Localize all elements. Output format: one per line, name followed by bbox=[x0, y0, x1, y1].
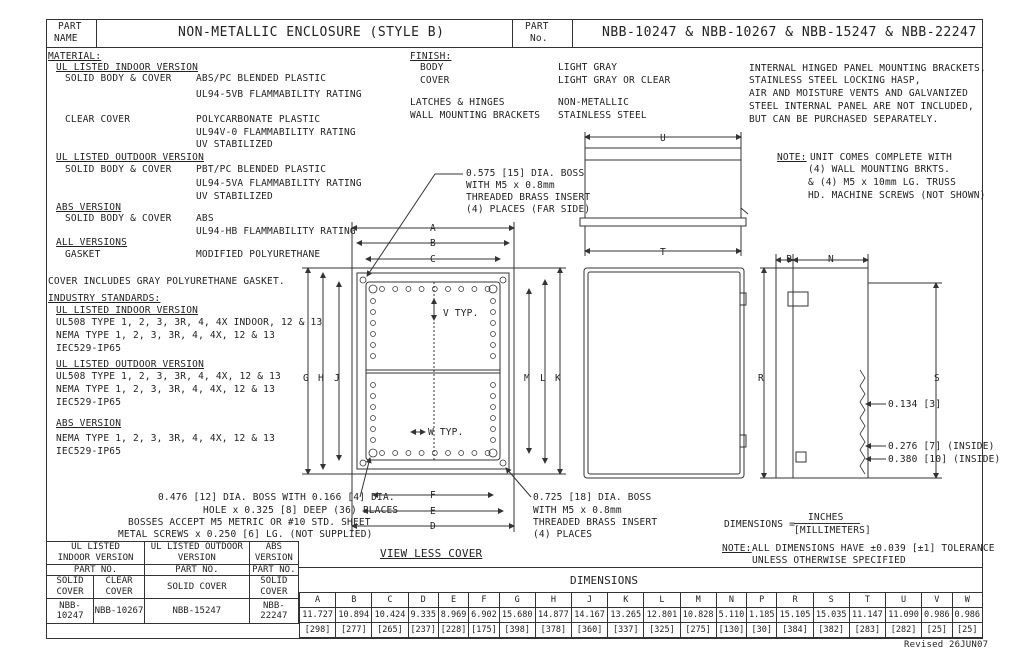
tolerance-note-2: UNLESS OTHERWISE SPECIFIED bbox=[752, 555, 906, 566]
material-indoor-rating: UL94-5VB FLAMMABILITY RATING bbox=[196, 89, 362, 100]
material-outdoor-value: PBT/PC BLENDED PLASTIC bbox=[196, 164, 327, 175]
standards-indoor-line-2: NEMA TYPE 1, 2, 3, 3R, 4, 4X, 12 & 13 bbox=[56, 330, 276, 341]
dim-letter-d: D bbox=[430, 521, 436, 532]
standards-abs-line-1: NEMA TYPE 1, 2, 3, 3R, 4, 4X, 12 & 13 bbox=[56, 433, 276, 444]
dim-letter-s: S bbox=[934, 373, 940, 384]
dim-letter-c: C bbox=[430, 254, 436, 265]
side-dim-0380: 0.380 [10] (INSIDE) bbox=[888, 454, 1001, 465]
versions-value-1: NBB-10247 bbox=[47, 599, 94, 624]
header-sep-3 bbox=[572, 19, 573, 47]
dim-letters-a: A bbox=[300, 593, 336, 608]
dim-mm-a: [298] bbox=[300, 623, 336, 638]
standards-outdoor-line-1: UL508 TYPE 1, 2, 3, 3R, 4, 4X, 12 & 13 bbox=[56, 371, 281, 382]
dim-inches-m: 10.828 bbox=[680, 608, 716, 623]
standards-outdoor-line-3: IEC529-IP65 bbox=[56, 397, 122, 408]
dim-inches-w: 0.986 bbox=[952, 608, 983, 623]
versions-header-indoor: UL LISTED INDOOR VERSION bbox=[47, 542, 145, 565]
boss-large-callout-2: WITH M5 x 0.8mm bbox=[533, 505, 622, 516]
dim-letter-g: G bbox=[303, 373, 309, 384]
dim-letter-b: B bbox=[430, 238, 436, 249]
dim-letter-t: T bbox=[660, 247, 666, 258]
standards-outdoor-heading: UL LISTED OUTDOOR VERSION bbox=[56, 359, 204, 370]
standards-abs-line-2: IEC529-IP65 bbox=[56, 446, 122, 457]
material-outdoor-label: SOLID BODY & COVER bbox=[65, 164, 172, 175]
finish-brackets-value: STAINLESS STEEL bbox=[558, 110, 647, 121]
dim-inches-s: 15.035 bbox=[813, 608, 849, 623]
dim-inches-e: 8.969 bbox=[438, 608, 468, 623]
revision-stamp: Revised 26JUN07 bbox=[904, 640, 989, 650]
dim-letters-c: C bbox=[372, 593, 408, 608]
dim-mm-e: [228] bbox=[438, 623, 468, 638]
finish-body-label: BODY bbox=[420, 62, 444, 73]
versions-value-4: NBB-22247 bbox=[249, 599, 298, 624]
dim-inches-b: 10.894 bbox=[336, 608, 372, 623]
w-typ-label: W TYP. bbox=[428, 427, 464, 438]
standards-indoor-line-3: IEC529-IP65 bbox=[56, 343, 122, 354]
material-gasket-label: GASKET bbox=[65, 249, 101, 260]
boss-large-callout-3: THREADED BRASS INSERT bbox=[533, 517, 658, 528]
material-indoor-value: ABS/PC BLENDED PLASTIC bbox=[196, 73, 327, 84]
dim-letters-d: D bbox=[408, 593, 438, 608]
dim-letters-w: W bbox=[952, 593, 983, 608]
material-clear-label: CLEAR COVER bbox=[65, 114, 131, 125]
dim-mm-t: [283] bbox=[849, 623, 885, 638]
versions-part-no-abs: PART NO. bbox=[249, 565, 298, 576]
versions-sub-3: SOLID COVER bbox=[145, 576, 250, 599]
dim-mm-m: [275] bbox=[680, 623, 716, 638]
dim-inches-j: 14.167 bbox=[571, 608, 607, 623]
standards-abs-heading: ABS VERSION bbox=[56, 418, 122, 429]
dim-mm-n: [130] bbox=[716, 623, 746, 638]
dim-mm-g: [398] bbox=[499, 623, 535, 638]
dim-letters-v: V bbox=[922, 593, 952, 608]
material-indoor-label: SOLID BODY & COVER bbox=[65, 73, 172, 84]
boss-top-callout-3: THREADED BRASS INSERT bbox=[466, 192, 591, 203]
standards-heading: INDUSTRY STANDARDS: bbox=[48, 293, 161, 304]
finish-heading: FINISH: bbox=[410, 51, 452, 62]
dim-mm-h: [378] bbox=[535, 623, 571, 638]
complete-note-4: HD. MACHINE SCREWS (NOT SHOWN) bbox=[808, 190, 986, 201]
material-indoor-heading: UL LISTED INDOOR VERSION bbox=[56, 62, 199, 73]
dim-letters-g: G bbox=[499, 593, 535, 608]
dim-inches-f: 6.902 bbox=[469, 608, 499, 623]
dim-letters-j: J bbox=[571, 593, 607, 608]
tolerance-note-1: ALL DIMENSIONS HAVE ±0.039 [±1] TOLERANCE bbox=[752, 543, 995, 554]
dim-letter-k: K bbox=[555, 373, 561, 384]
header-sep-2 bbox=[512, 19, 513, 47]
dim-mm-d: [237] bbox=[408, 623, 438, 638]
material-abs-rating: UL94-HB FLAMMABILITY RATING bbox=[196, 226, 356, 237]
dim-letter-f: F bbox=[430, 490, 436, 501]
accessory-note-4: STEEL INTERNAL PANEL ARE NOT INCLUDED, bbox=[749, 101, 974, 112]
dim-letter-n: N bbox=[828, 254, 834, 265]
v-typ-label: V TYP. bbox=[443, 308, 479, 319]
material-all-heading: ALL VERSIONS bbox=[56, 237, 128, 248]
accessory-note-3: AIR AND MOISTURE VENTS AND GALVANIZED bbox=[749, 88, 969, 99]
dim-inches-p: 1.185 bbox=[747, 608, 777, 623]
dimensions-units-mm: [MILLIMETERS] bbox=[794, 525, 871, 536]
versions-value-3: NBB-15247 bbox=[145, 599, 250, 624]
dim-inches-n: 5.110 bbox=[716, 608, 746, 623]
standards-indoor-line-1: UL508 TYPE 1, 2, 3, 3R, 4, 4X INDOOR, 12 & 13 bbox=[56, 317, 323, 328]
dim-letters-r: R bbox=[777, 593, 813, 608]
standards-indoor-heading: UL LISTED INDOOR VERSION bbox=[56, 305, 199, 316]
versions-header-outdoor: UL LISTED OUTDOOR VERSION bbox=[145, 542, 250, 565]
dim-letters-u: U bbox=[885, 593, 921, 608]
dim-letters-n: N bbox=[716, 593, 746, 608]
complete-note-2: (4) WALL MOUNTING BRKTS. bbox=[808, 164, 951, 175]
dim-mm-r: [384] bbox=[777, 623, 813, 638]
dim-letter-r: R bbox=[758, 373, 764, 384]
dim-mm-c: [265] bbox=[372, 623, 408, 638]
dim-inches-a: 11.727 bbox=[300, 608, 336, 623]
part-no-label-1: PART bbox=[525, 21, 549, 32]
dim-mm-b: [277] bbox=[336, 623, 372, 638]
complete-note-label: NOTE: bbox=[777, 152, 807, 163]
dimensions-table-title: DIMENSIONS bbox=[570, 574, 639, 587]
material-abs-heading: ABS VERSION bbox=[56, 202, 122, 213]
boss-small-callout-1: 0.476 [12] DIA. BOSS WITH 0.166 [4] DIA. bbox=[158, 492, 395, 503]
document-title: NON-METALLIC ENCLOSURE (STYLE B) bbox=[178, 25, 445, 40]
dim-mm-l: [325] bbox=[644, 623, 680, 638]
dim-inches-t: 11.147 bbox=[849, 608, 885, 623]
finish-latches-label: LATCHES & HINGES bbox=[410, 97, 505, 108]
boss-large-callout-1: 0.725 [18] DIA. BOSS bbox=[533, 492, 652, 503]
dim-letters-p: P bbox=[747, 593, 777, 608]
versions-sub-1: SOLID COVER bbox=[47, 576, 94, 599]
dimensions-units-inches: INCHES bbox=[808, 512, 844, 523]
material-outdoor-rating: UL94-5VA FLAMMABILITY RATING bbox=[196, 178, 362, 189]
material-heading: MATERIAL: bbox=[48, 51, 102, 62]
dim-letter-u: U bbox=[660, 133, 666, 144]
finish-cover-label: COVER bbox=[420, 75, 450, 86]
dim-letter-a: A bbox=[430, 223, 436, 234]
finish-latches-value: NON-METALLIC bbox=[558, 97, 630, 108]
versions-header-abs: ABS VERSION bbox=[249, 542, 298, 565]
versions-sub-4: SOLID COVER bbox=[249, 576, 298, 599]
dim-mm-f: [175] bbox=[469, 623, 499, 638]
dim-letter-l: L bbox=[540, 373, 546, 384]
finish-body-value: LIGHT GRAY bbox=[558, 62, 618, 73]
versions-table bbox=[46, 541, 299, 624]
boss-large-callout-4: (4) PLACES bbox=[533, 529, 593, 540]
dim-inches-u: 11.090 bbox=[885, 608, 921, 623]
versions-sub-2: CLEAR COVER bbox=[94, 576, 145, 599]
dim-inches-h: 14.877 bbox=[535, 608, 571, 623]
dim-letter-j: J bbox=[334, 373, 340, 384]
dim-inches-r: 15.105 bbox=[777, 608, 813, 623]
dimensions-units-label: DIMENSIONS = bbox=[724, 519, 796, 530]
dim-mm-u: [282] bbox=[885, 623, 921, 638]
material-outdoor-uv: UV STABILIZED bbox=[196, 191, 273, 202]
boss-small-callout-4: METAL SCREWS x 0.250 [6] LG. (NOT SUPPLIED) bbox=[118, 529, 373, 540]
dim-letters-f: F bbox=[469, 593, 499, 608]
part-no-label-2: No. bbox=[530, 33, 548, 44]
material-clear-rating: UL94V-0 FLAMMABILITY RATING bbox=[196, 127, 356, 138]
finish-cover-value: LIGHT GRAY OR CLEAR bbox=[558, 75, 671, 86]
dimensions-table bbox=[299, 592, 983, 638]
dim-inches-v: 0.986 bbox=[922, 608, 952, 623]
accessory-note-2: STAINLESS STEEL LOCKING HASP, bbox=[749, 75, 921, 86]
tolerance-note-label: NOTE: bbox=[722, 543, 752, 554]
header-divider bbox=[46, 47, 983, 48]
dim-mm-j: [360] bbox=[571, 623, 607, 638]
complete-note-3: & (4) M5 x 10mm LG. TRUSS bbox=[808, 177, 956, 188]
dimensions-table-top bbox=[299, 567, 983, 568]
dim-letters-l: L bbox=[644, 593, 680, 608]
dim-letters-e: E bbox=[438, 593, 468, 608]
dim-letters-t: T bbox=[849, 593, 885, 608]
side-dim-0276: 0.276 [7] (INSIDE) bbox=[888, 441, 995, 452]
dim-inches-k: 13.265 bbox=[608, 608, 644, 623]
accessory-note-5: BUT CAN BE PURCHASED SEPARATELY. bbox=[749, 114, 939, 125]
material-abs-label: SOLID BODY & COVER bbox=[65, 213, 172, 224]
dim-letters-h: H bbox=[535, 593, 571, 608]
dim-mm-w: [25] bbox=[952, 623, 983, 638]
part-name-label-2: NAME bbox=[54, 33, 78, 44]
material-clear-value: POLYCARBONATE PLASTIC bbox=[196, 114, 321, 125]
accessory-note-1: INTERNAL HINGED PANEL MOUNTING BRACKETS, bbox=[749, 63, 986, 74]
dim-letter-h: H bbox=[318, 373, 324, 384]
dim-inches-d: 9.335 bbox=[408, 608, 438, 623]
dim-mm-v: [25] bbox=[922, 623, 952, 638]
dim-letters-m: M bbox=[680, 593, 716, 608]
view-less-cover-label: VIEW LESS COVER bbox=[380, 547, 483, 560]
standards-outdoor-line-2: NEMA TYPE 1, 2, 3, 3R, 4, 4X, 12 & 13 bbox=[56, 384, 276, 395]
dim-inches-c: 10.424 bbox=[372, 608, 408, 623]
material-gasket-value: MODIFIED POLYURETHANE bbox=[196, 249, 321, 260]
versions-value-2: NBB-10267 bbox=[94, 599, 145, 624]
part-numbers: NBB-10247 & NBB-10267 & NBB-15247 & NBB-22247 bbox=[602, 25, 977, 40]
dim-inches-l: 12.801 bbox=[644, 608, 680, 623]
boss-top-callout-4: (4) PLACES (FAR SIDE) bbox=[466, 204, 591, 215]
dim-letters-s: S bbox=[813, 593, 849, 608]
cover-gasket-note: COVER INCLUDES GRAY POLYURETHANE GASKET. bbox=[48, 276, 285, 287]
dim-mm-p: [30] bbox=[747, 623, 777, 638]
boss-top-callout-2: WITH M5 x 0.8mm bbox=[466, 180, 555, 191]
dim-inches-g: 15.680 bbox=[499, 608, 535, 623]
versions-part-no-indoor: PART NO. bbox=[47, 565, 145, 576]
dim-letter-m: M bbox=[524, 373, 530, 384]
boss-top-callout-1: 0.575 [15] DIA. BOSS bbox=[466, 168, 585, 179]
finish-brackets-label: WALL MOUNTING BRACKETS bbox=[410, 110, 541, 121]
dim-letter-e: E bbox=[430, 506, 436, 517]
material-abs-value: ABS bbox=[196, 213, 214, 224]
boss-small-callout-3: BOSSES ACCEPT M5 METRIC OR #10 STD. SHEET bbox=[128, 517, 371, 528]
dim-letter-p: P bbox=[786, 254, 792, 265]
dim-mm-s: [382] bbox=[813, 623, 849, 638]
material-clear-uv: UV STABILIZED bbox=[196, 139, 273, 150]
side-dim-0134: 0.134 [3] bbox=[888, 399, 942, 410]
header-sep-1 bbox=[96, 19, 97, 47]
material-outdoor-heading: UL LISTED OUTDOOR VERSION bbox=[56, 152, 204, 163]
versions-part-no-outdoor: PART NO. bbox=[145, 565, 250, 576]
dim-mm-k: [337] bbox=[608, 623, 644, 638]
dim-letters-b: B bbox=[336, 593, 372, 608]
dim-letters-k: K bbox=[608, 593, 644, 608]
part-name-label-1: PART bbox=[58, 21, 82, 32]
boss-small-callout-2: HOLE x 0.325 [8] DEEP (36) PLACES bbox=[203, 505, 399, 516]
complete-note-1: UNIT COMES COMPLETE WITH bbox=[810, 152, 953, 163]
dimensions-fraction-bar bbox=[794, 523, 860, 524]
